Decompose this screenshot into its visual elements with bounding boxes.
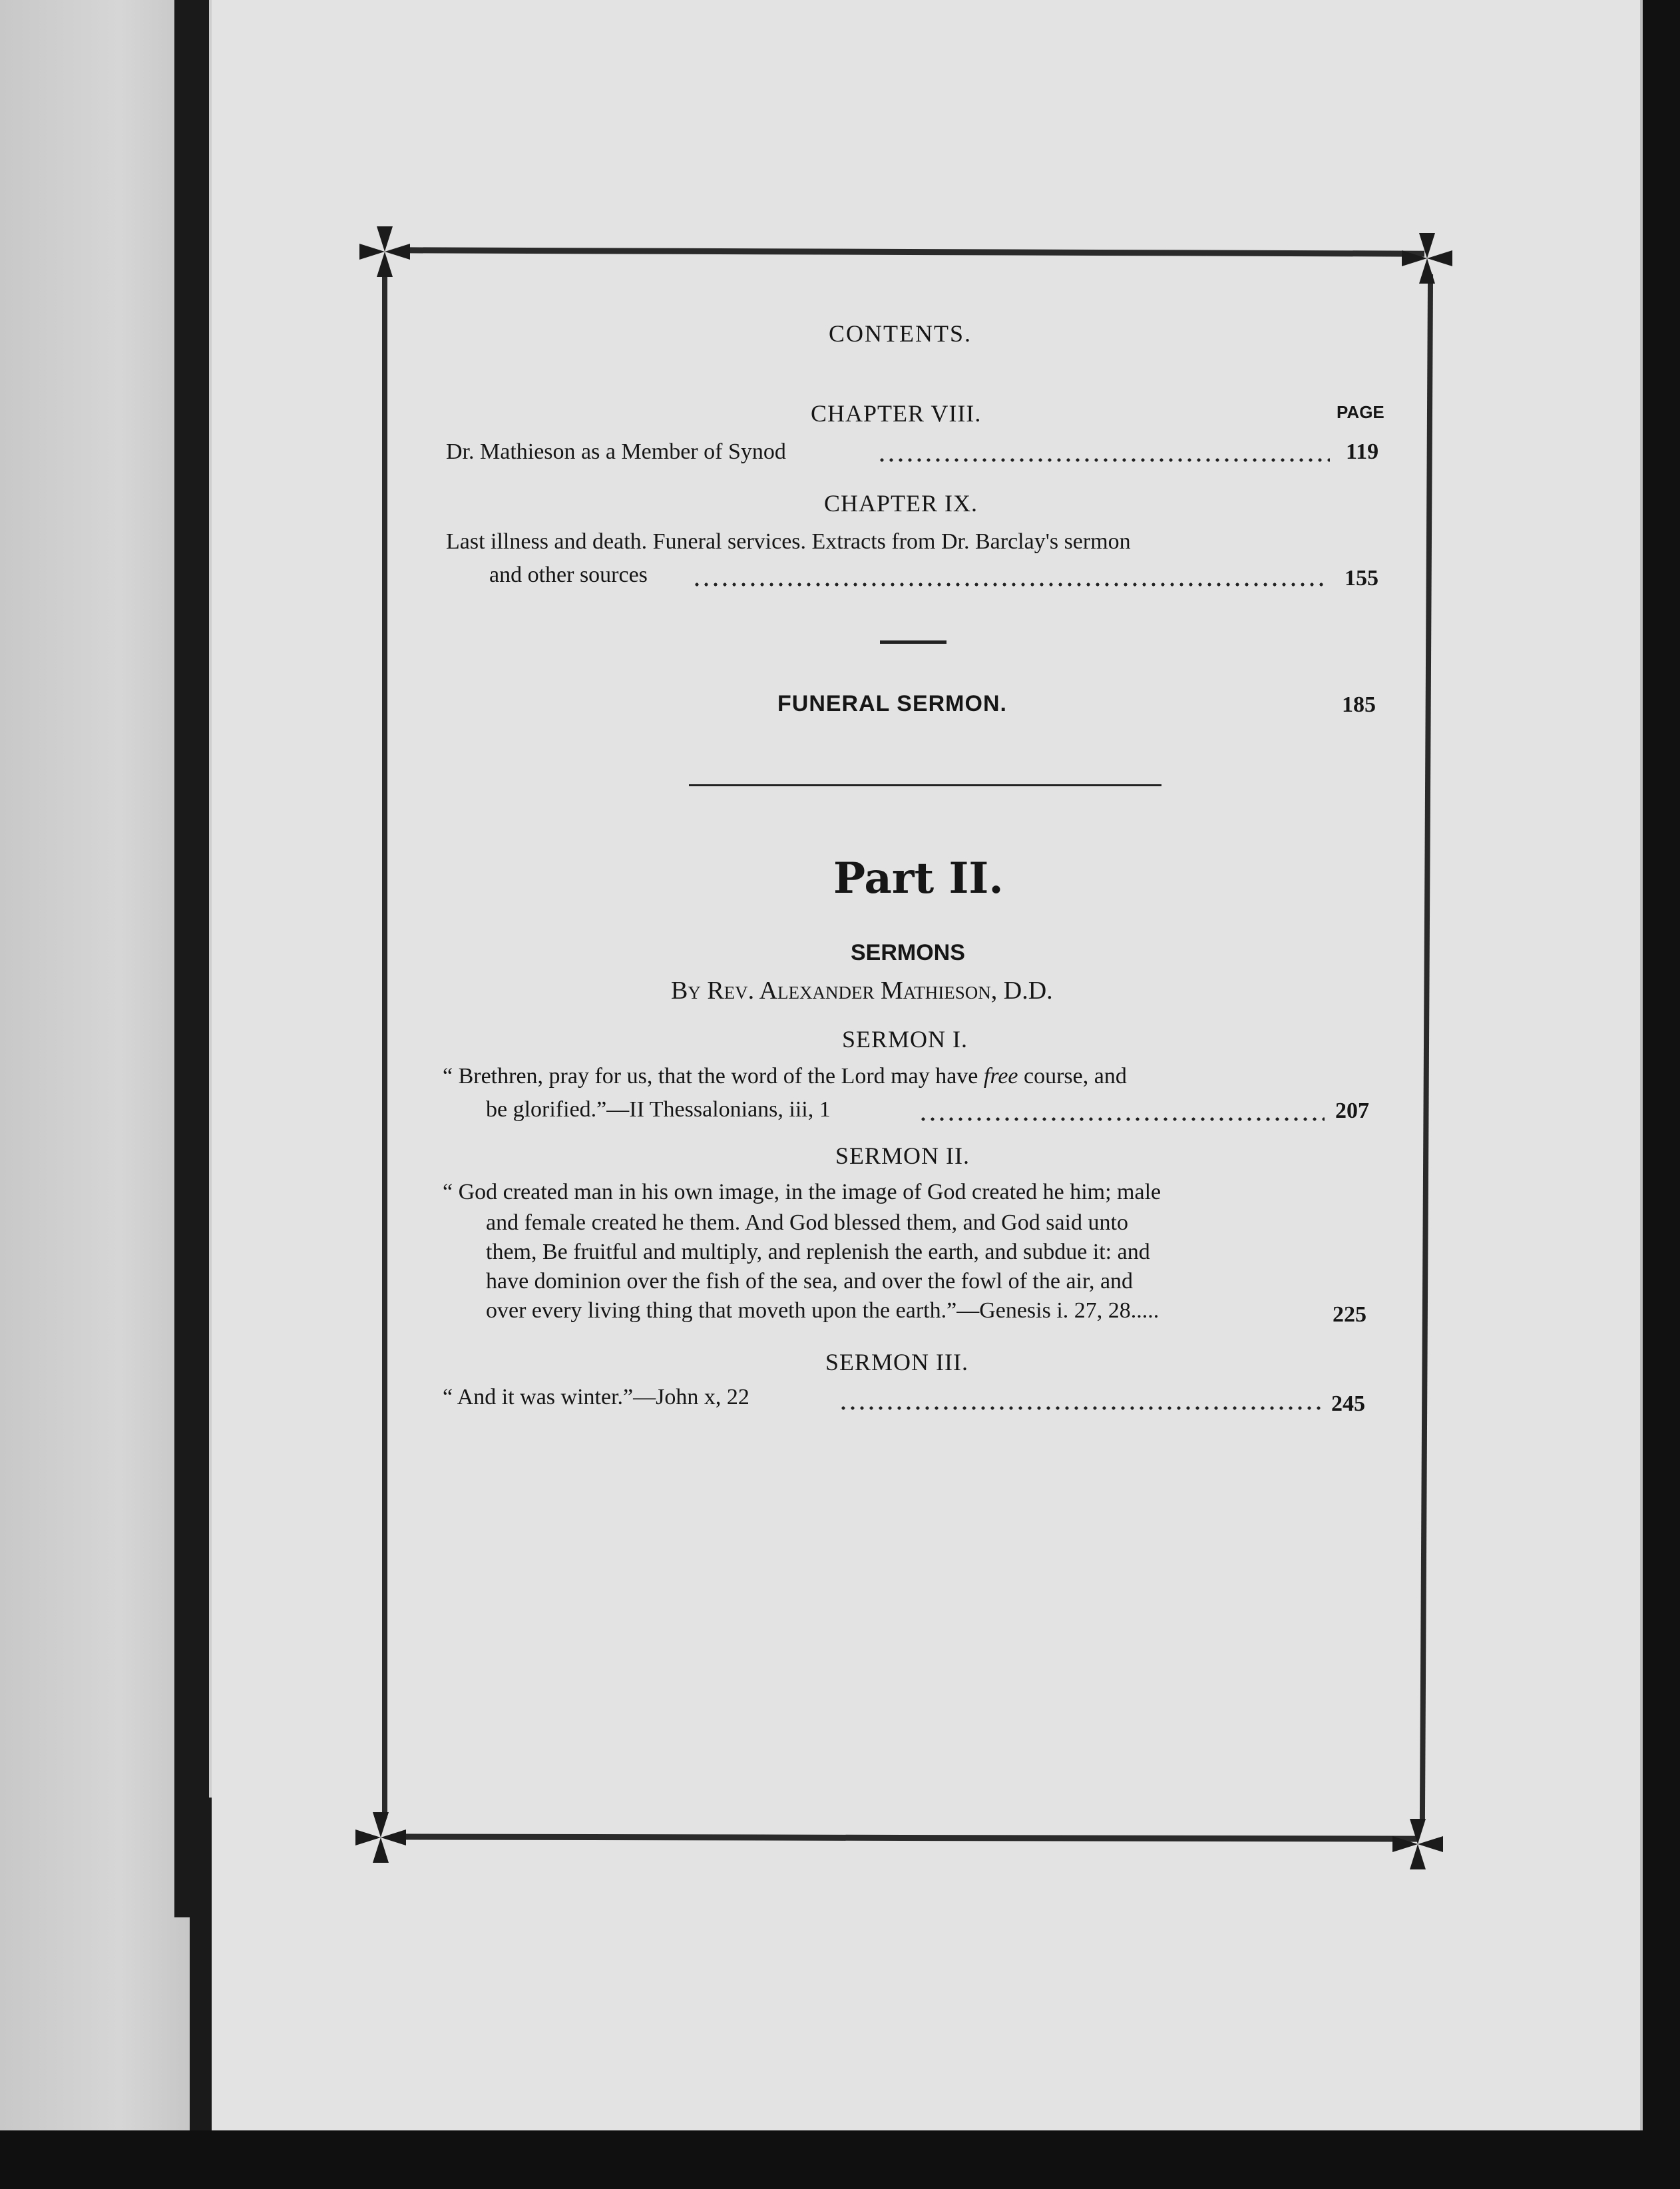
page-number: 207 — [1335, 1098, 1369, 1123]
maltese-cross-icon — [1390, 1816, 1446, 1872]
toc-entry: and female created he them. And God blessed them, and God said unto — [486, 1210, 1128, 1235]
page-number: 245 — [1331, 1391, 1365, 1416]
chapter-heading: CHAPTER VIII. — [811, 400, 982, 427]
chapter-heading: CHAPTER IX. — [824, 490, 978, 517]
sermon-heading: SERMON III. — [825, 1349, 968, 1375]
toc-entry: “ God created man in his own image, in the image of God created he him; male — [443, 1180, 1161, 1204]
page-title: CONTENTS. — [829, 320, 972, 347]
toc-entry: Last illness and death. Funeral services. Extracts from Dr. Barclay's sermon — [446, 529, 1131, 554]
sermon-heading: SERMON II. — [835, 1142, 970, 1169]
maltese-cross-icon — [1399, 230, 1455, 286]
scan-bottom-edge — [0, 2130, 1680, 2189]
part-title: Part II. — [833, 853, 1004, 903]
leader-dots — [919, 1117, 1325, 1121]
maltese-cross-icon — [353, 1810, 409, 1865]
toc-entry: Dr. Mathieson as a Member of Synod — [446, 439, 786, 464]
page-column-label: PAGE — [1337, 402, 1384, 422]
page-number: 155 — [1345, 566, 1378, 591]
toc-entry: them, Be fruitful and multiply, and replenish the earth, and subdue it: and — [486, 1240, 1150, 1264]
short-divider — [880, 640, 946, 644]
leader-dots — [692, 583, 1328, 587]
toc-entry: and other sources — [489, 563, 648, 587]
page-number: 225 — [1333, 1302, 1366, 1327]
toc-entry: over every living thing that moveth upon the earth.”—Genesis i. 27, 28..... — [486, 1298, 1159, 1323]
long-divider — [689, 784, 1161, 786]
maltese-cross-icon — [357, 224, 413, 280]
leader-dots — [877, 458, 1330, 462]
toc-entry: “ And it was winter.”—John x, 22 — [443, 1385, 749, 1409]
sermon-heading: SERMON I. — [842, 1026, 968, 1053]
toc-entry: be glorified.”—II Thessalonians, iii, 1 — [486, 1097, 831, 1122]
scan-right-edge — [1643, 0, 1680, 2189]
section-title: FUNERAL SERMON. — [777, 691, 1007, 716]
frame-left-rule — [382, 273, 387, 1818]
leader-dots — [839, 1406, 1325, 1410]
section-subtitle: SERMONS — [851, 940, 965, 965]
toc-entry: have dominion over the fish of the sea, and over the fowl of the air, and — [486, 1269, 1134, 1294]
page-number: 119 — [1346, 439, 1379, 464]
author-line: By Rev. Alexander Mathieson, D.D. — [671, 977, 1053, 1005]
page-number: 185 — [1342, 692, 1376, 717]
left-page-margin — [0, 0, 200, 2189]
toc-entry: “ Brethren, pray for us, that the word of the Lord may have free course, and — [443, 1064, 1127, 1089]
book-spine-shadow — [174, 0, 209, 1917]
